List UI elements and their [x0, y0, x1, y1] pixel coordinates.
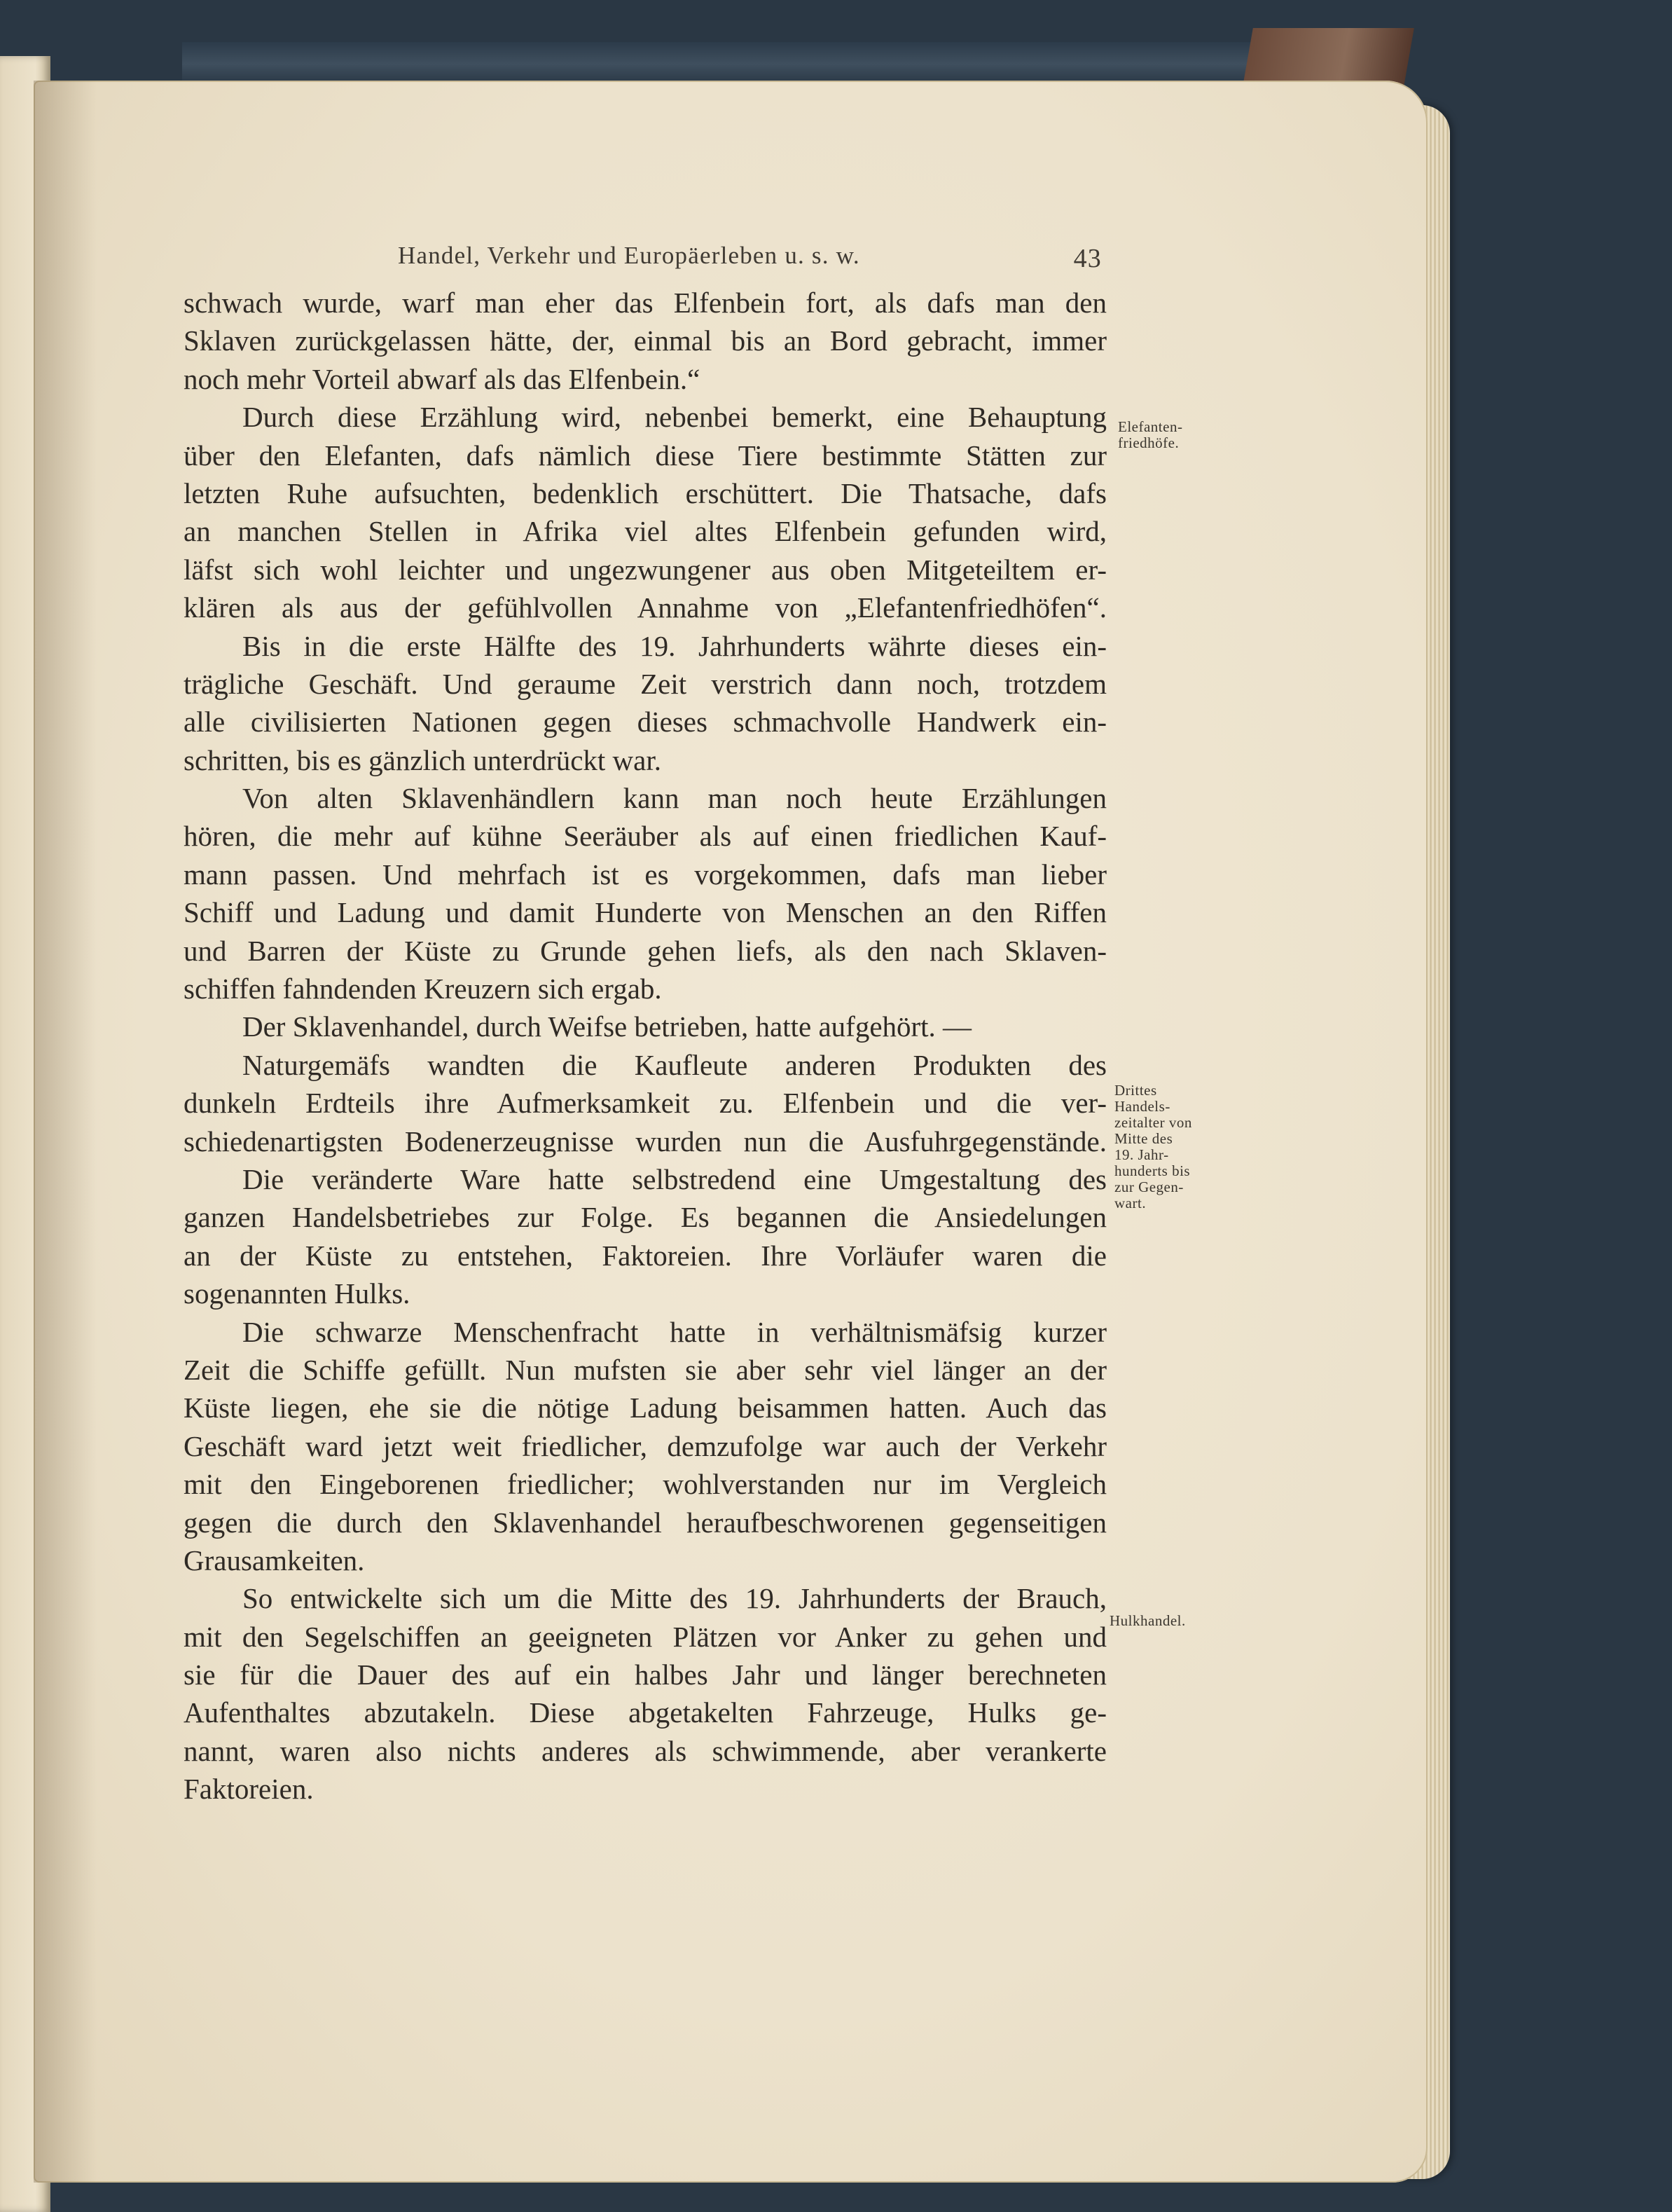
- margin-note-line: hunderts bis: [1114, 1162, 1191, 1179]
- margin-note-hulkhandel: [1110, 1613, 1186, 1629]
- margin-note-line: zur Gegen-: [1114, 1179, 1184, 1195]
- text-line: Von alten Sklavenhändlern kann man noch heute Erzählungen: [242, 782, 1107, 815]
- text-line: schritten, bis es gänzlich unterdrückt war.: [184, 743, 661, 776]
- text-line: Schiff und Ladung und damit Hunderte von Menschen an den Riffen: [184, 896, 1107, 929]
- margin-note-line: zeitalter von: [1114, 1114, 1192, 1131]
- margin-note-line: Mitte des: [1114, 1130, 1173, 1147]
- margin-note-line: 19. Jahr-: [1114, 1146, 1169, 1163]
- text-line: hören, die mehr auf kühne Seeräuber als auf einen friedlichen Kauf-: [184, 820, 1107, 853]
- text-line: schwach wurde, warf man eher das Elfenbein fort, als dafs man den: [184, 287, 1107, 319]
- text-line: nannt, waren also nichts anderes als schwimmende, aber verankerte: [184, 1734, 1107, 1767]
- text-line: und Barren der Küste zu Grunde gehen liefs, als den nach Sklaven-: [184, 934, 1107, 967]
- running-header: Handel, Verkehr und Europäerleben u. s. w.: [398, 242, 860, 269]
- margin-note-drittes-handelszeitalter: [1114, 1083, 1192, 1211]
- text-line: Der Sklavenhandel, durch Weifse betrieben, hatte aufgehört. —: [242, 1010, 972, 1043]
- text-line: über den Elefanten, dafs nämlich diese Tiere bestimmte Stätten zur: [184, 439, 1107, 472]
- text-line: Grausamkeiten.: [184, 1544, 365, 1576]
- margin-note-line: Handels-: [1114, 1098, 1170, 1115]
- body-text: [184, 284, 1107, 1808]
- text-line: So entwickelte sich um die Mitte des 19. Jahrhunderts der Brauch,: [242, 1582, 1107, 1615]
- margin-note-line: Hulkhandel.: [1110, 1612, 1186, 1629]
- text-line: alle civilisierten Nationen gegen dieses schmachvolle Handwerk ein-: [184, 706, 1107, 739]
- margin-note-line: Drittes: [1114, 1082, 1157, 1099]
- text-line: Sklaven zurückgelassen hätte, der, einmal bis an Bord gebracht, immer: [184, 324, 1107, 357]
- margin-note-line: friedhöfe.: [1118, 434, 1180, 451]
- text-line: ganzen Handelsbetriebes zur Folge. Es begannen die Ansiedelungen: [184, 1201, 1107, 1234]
- margin-note-line: Elefanten-: [1118, 418, 1183, 435]
- text-line: sie für die Dauer des auf ein halbes Jahr und länger berechneten: [184, 1658, 1107, 1691]
- text-line: Durch diese Erzählung wird, nebenbei bemerkt, eine Behauptung: [242, 401, 1107, 434]
- text-line: mit den Segelschiffen an geeigneten Plätzen vor Anker zu gehen und: [184, 1620, 1107, 1653]
- page-number: 43: [1073, 244, 1102, 273]
- text-line: Aufenthaltes abzutakeln. Diese abgetakelten Fahrzeuge, Hulks ge-: [184, 1696, 1107, 1729]
- text-line: sogenannten Hulks.: [184, 1277, 410, 1310]
- text-line: Faktoreien.: [184, 1773, 314, 1806]
- text-line: Bis in die erste Hälfte des 19. Jahrhunderts währte dieses ein-: [242, 629, 1107, 662]
- text-line: trägliche Geschäft. Und geraume Zeit verstrich dann noch, trotzdem: [184, 667, 1107, 700]
- text-line: schiedenartigsten Bodenerzeugnisse wurden nun die Ausfuhrgegenstände.: [184, 1125, 1107, 1157]
- text-line: Naturgemäfs wandten die Kaufleute anderen Produkten des: [242, 1048, 1107, 1081]
- text-line: schiffen fahndenden Kreuzern sich ergab.: [184, 973, 662, 1005]
- text-line: Küste liegen, ehe sie die nötige Ladung beisammen hatten. Auch das: [184, 1392, 1107, 1424]
- text-line: läfst sich wohl leichter und ungezwungener aus oben Mitgeteiltem er-: [184, 553, 1107, 586]
- text-line: an manchen Stellen in Afrika viel altes Elfenbein gefunden wird,: [184, 515, 1107, 548]
- margin-note-elefantenfriedhoefe: [1118, 419, 1182, 451]
- text-line: letzten Ruhe aufsuchten, bedenklich erschüttert. Die Thatsache, dafs: [184, 476, 1107, 509]
- text-line: dunkeln Erdteils ihre Aufmerksamkeit zu. Elfenbein und die ver-: [184, 1087, 1107, 1120]
- text-line: Die schwarze Menschenfracht hatte in verhältnismäfsig kurzer: [242, 1315, 1107, 1348]
- text-line: noch mehr Vorteil abwarf als das Elfenbein.“: [184, 362, 700, 395]
- text-line: klären als aus der gefühlvollen Annahme von „Elefantenfriedhöfen“.: [184, 591, 1107, 624]
- text-line: mann passen. Und mehrfach ist es vorgekommen, dafs man lieber: [184, 858, 1107, 891]
- text-line: an der Küste zu entstehen, Faktoreien. Ihre Vorläufer waren die: [184, 1239, 1107, 1272]
- text-line: Zeit die Schiffe gefüllt. Nun mufsten sie aber sehr viel länger an der: [184, 1353, 1107, 1386]
- page-header: [398, 242, 1102, 273]
- margin-note-line: wart.: [1114, 1195, 1147, 1211]
- text-line: gegen die durch den Sklavenhandel heraufbeschworenen gegenseitigen: [184, 1506, 1107, 1539]
- gutter-shadow: [34, 81, 97, 2183]
- text-line: Geschäft ward jetzt weit friedlicher, demzufolge war auch der Verkehr: [184, 1429, 1107, 1462]
- text-line: Die veränderte Ware hatte selbstredend eine Umgestaltung des: [242, 1162, 1107, 1195]
- text-line: mit den Eingeborenen friedlicher; wohlverstanden nur im Vergleich: [184, 1468, 1107, 1501]
